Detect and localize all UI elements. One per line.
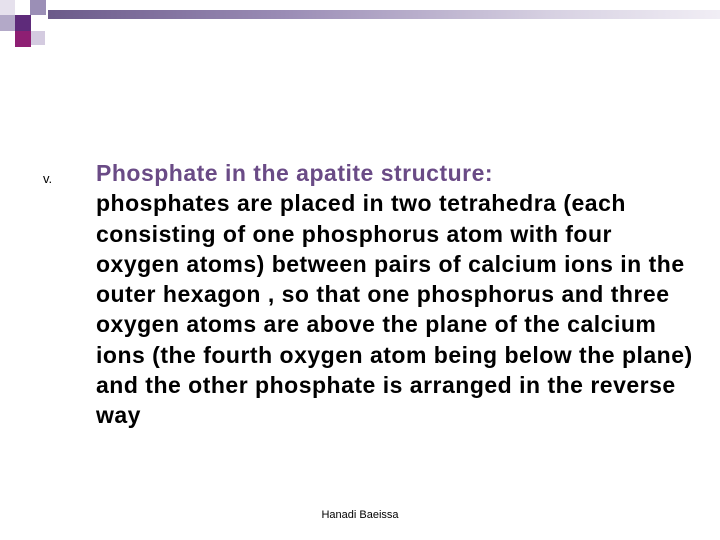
decor-square (15, 31, 31, 47)
decor-square (31, 31, 45, 45)
decor-square (15, 15, 31, 31)
decor-square (31, 15, 46, 31)
bullet-marker: v. (43, 171, 53, 186)
slide-content (96, 158, 700, 431)
decor-square (0, 0, 15, 15)
footer-author: Hanadi Baeissa (321, 509, 399, 521)
decor-square (0, 15, 15, 31)
slide-body-text: phosphates are placed in two tetrahedra (each consisting of one phosphorus atom with four oxygen atoms) between pairs of calcium ions in the outer hexagon , so that one phosphorus and three oxygen atoms are above the plane of the calcium ions (the fourth oxygen atom being below the plane) and the other phosphate is arranged in the reverse way (96, 190, 700, 429)
slide-heading: Phosphate in the apatite structure: (96, 160, 494, 186)
decor-square (15, 0, 30, 15)
top-gradient-bar (48, 10, 720, 19)
decor-square (30, 0, 46, 15)
